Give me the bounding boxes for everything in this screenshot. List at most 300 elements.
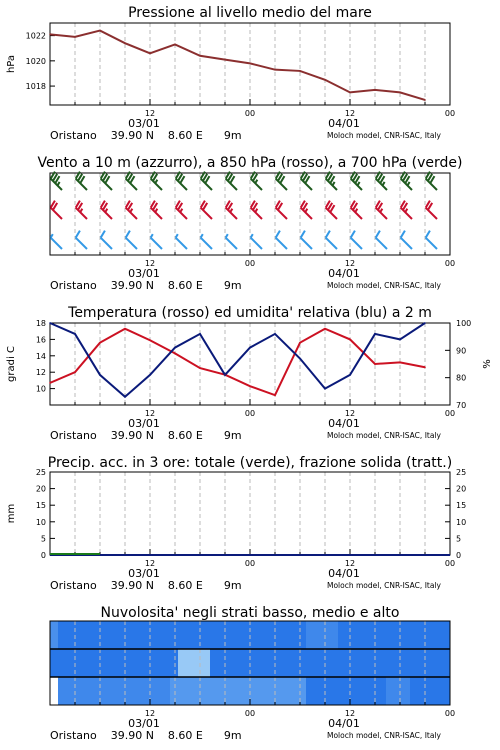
wind-barb xyxy=(301,172,312,190)
cloud-cell xyxy=(106,649,115,677)
barb-half-feather xyxy=(355,209,357,213)
date-label: 03/01 xyxy=(128,417,160,430)
barb-half-feather xyxy=(230,209,232,213)
cloud-cell xyxy=(258,677,267,705)
cloud-cell xyxy=(330,649,339,677)
pressure-point xyxy=(149,52,151,54)
cloud-cell xyxy=(162,649,171,677)
location-line: Oristano 39.90 N 8.60 E 9m xyxy=(50,129,242,142)
cloud-cell xyxy=(202,649,211,677)
cloud-cell xyxy=(442,677,451,705)
y-tick-label: 0 xyxy=(40,551,46,560)
temperature-point xyxy=(174,353,176,355)
cloud-cell xyxy=(98,621,107,649)
pressure-point xyxy=(249,63,251,65)
temperature-point xyxy=(149,339,151,341)
cloud-cell xyxy=(434,649,443,677)
model-source: Moloch model, CNR-ISAC, Italy xyxy=(327,281,441,290)
cloud-cell xyxy=(338,677,347,705)
pressure-point xyxy=(274,69,276,71)
x-tick-label: 12 xyxy=(344,259,356,268)
wind-barb xyxy=(201,201,212,219)
barb-half-feather xyxy=(155,209,157,213)
y-right-tick-label: 10 xyxy=(456,517,467,527)
cloud-cell xyxy=(114,649,123,677)
date-label: 03/01 xyxy=(128,717,160,730)
pressure-point xyxy=(199,55,201,57)
humidity-point xyxy=(49,322,51,324)
cloud-cell xyxy=(386,677,395,705)
barb-half-feather xyxy=(201,234,203,238)
model-source: Moloch model, CNR-ISAC, Italy xyxy=(327,431,441,440)
wind-barb xyxy=(101,201,112,219)
wind-chart xyxy=(0,150,500,300)
humidity-point xyxy=(149,374,151,376)
wind-barb xyxy=(351,172,362,190)
cloud-cell xyxy=(202,621,211,649)
humidity-point xyxy=(74,333,76,335)
y-tick-label: 14 xyxy=(35,351,46,361)
location-line: Oristano 39.90 N 8.60 E 9m xyxy=(50,279,242,292)
cloud-cell xyxy=(82,649,91,677)
wind-barb xyxy=(276,201,287,219)
cloud-cell xyxy=(338,649,347,677)
y-right-tick-label: 25 xyxy=(456,468,467,477)
cloud-cell xyxy=(250,621,259,649)
cloud-cell xyxy=(330,677,339,705)
barb-shaft xyxy=(276,238,287,249)
cloud-cell xyxy=(234,621,243,649)
cloud-cell xyxy=(194,649,203,677)
y-tick-label: 12 xyxy=(35,368,46,378)
x-tick-label: 00 xyxy=(244,409,256,418)
cloud-cell xyxy=(122,621,131,649)
barb-shaft xyxy=(76,238,87,249)
y-tick-label: 16 xyxy=(35,335,46,345)
cloud-cell xyxy=(442,649,451,677)
humidity-point xyxy=(249,347,251,349)
cloud-cell xyxy=(66,649,75,677)
barb-half-feather xyxy=(305,209,307,213)
cloud-cell xyxy=(170,621,179,649)
barb-shaft xyxy=(351,238,362,249)
barb-shaft xyxy=(126,238,137,249)
barb-shaft xyxy=(251,238,262,249)
y-right-tick-label: 0 xyxy=(456,551,462,560)
humidity-point xyxy=(299,358,301,360)
cloud-cell xyxy=(90,649,99,677)
wind-barb xyxy=(226,201,237,219)
temperature-point xyxy=(424,366,426,368)
x-tick-label: 12 xyxy=(144,409,156,418)
cloud-cell xyxy=(378,649,387,677)
wind-barb xyxy=(226,234,237,249)
clouds-panel xyxy=(0,600,500,750)
humidity-point xyxy=(124,396,126,398)
pressure-point xyxy=(174,44,176,46)
barb-half-feather xyxy=(332,182,334,186)
cloud-cell xyxy=(82,677,91,705)
wind-barb xyxy=(301,231,312,249)
temperature-point xyxy=(124,328,126,330)
pressure-point xyxy=(374,89,376,91)
cloud-cell xyxy=(162,621,171,649)
wind-barb xyxy=(126,172,137,190)
cloud-cell xyxy=(226,677,235,705)
x-tick-label: 12 xyxy=(344,409,356,418)
date-label: 04/01 xyxy=(328,267,360,280)
cloud-cell xyxy=(58,621,67,649)
location-line: Oristano 39.90 N 8.60 E 9m xyxy=(50,579,242,592)
barb-shaft xyxy=(401,238,412,249)
cloud-cell xyxy=(314,621,323,649)
y-axis-label: mm xyxy=(6,503,17,524)
temp-rh-title: Temperatura (rosso) ed umidita' relativa (blu) a 2 m xyxy=(68,305,432,321)
location-line: Oristano 39.90 N 8.60 E 9m xyxy=(50,729,242,742)
temperature-point xyxy=(374,363,376,365)
wind-barb xyxy=(101,172,112,190)
date-label: 03/01 xyxy=(128,267,160,280)
wind-barb xyxy=(426,201,437,219)
x-tick-label: 12 xyxy=(344,709,356,718)
y-right-axis-label: % xyxy=(482,359,493,369)
temperature-point xyxy=(99,342,101,344)
cloud-cell xyxy=(122,649,131,677)
wind-barb xyxy=(101,231,112,249)
cloud-cell xyxy=(210,677,219,705)
cloud-cell xyxy=(82,621,91,649)
wind-barb xyxy=(226,172,237,190)
cloud-cell xyxy=(370,677,379,705)
clouds-title: Nuvolosita' negli strati basso, medio e alto xyxy=(100,605,400,621)
wind-barb xyxy=(151,234,162,249)
cloud-cell xyxy=(162,677,171,705)
pressure-point xyxy=(224,59,226,61)
cloud-cell xyxy=(58,649,67,677)
wind-barb xyxy=(126,201,137,219)
pressure-point xyxy=(424,99,426,101)
wind-barb xyxy=(126,231,137,249)
date-label: 04/01 xyxy=(328,417,360,430)
cloud-cell xyxy=(242,649,251,677)
y-axis-label: hPa xyxy=(6,54,17,74)
cloud-cell xyxy=(194,677,203,705)
cloud-cell xyxy=(138,677,147,705)
x-tick-label: 00 xyxy=(244,259,256,268)
wind-barb xyxy=(426,172,437,190)
cloud-cell xyxy=(90,621,99,649)
cloud-cell xyxy=(58,677,67,705)
y-tick-label: 10 xyxy=(35,384,46,394)
clouds-chart xyxy=(0,600,500,750)
cloud-cell xyxy=(234,649,243,677)
x-tick-label: 00 xyxy=(444,709,456,718)
cloud-cell xyxy=(226,649,235,677)
cloud-cell xyxy=(114,621,123,649)
barb-feather xyxy=(426,231,430,238)
cloud-cell xyxy=(386,649,395,677)
barb-half-feather xyxy=(407,182,409,186)
cloud-cell xyxy=(434,677,443,705)
y-tick-label: 1020 xyxy=(25,56,46,66)
barb-half-feather xyxy=(105,209,107,213)
cloud-cell xyxy=(66,677,75,705)
temperature-point xyxy=(199,367,201,369)
temperature-point xyxy=(324,328,326,330)
cloud-cell xyxy=(202,677,211,705)
cloud-cell xyxy=(130,621,139,649)
wind-barb xyxy=(251,172,262,190)
cloud-cell xyxy=(378,621,387,649)
y-tick-label: 18 xyxy=(35,319,46,328)
barb-shaft xyxy=(151,238,162,249)
cloud-cell xyxy=(322,649,331,677)
cloud-cell xyxy=(394,621,403,649)
temperature-point xyxy=(349,339,351,341)
y-tick-label: 5 xyxy=(40,534,46,544)
humidity-point xyxy=(99,374,101,376)
cloud-cell xyxy=(266,677,275,705)
precip-chart xyxy=(0,450,500,600)
wind-barb xyxy=(176,172,187,190)
cloud-cell xyxy=(442,621,451,649)
y-right-tick-label: 20 xyxy=(456,484,467,494)
barb-shaft xyxy=(101,238,112,249)
wind-barb xyxy=(426,231,437,249)
barb-shaft xyxy=(176,238,187,249)
cloud-cell xyxy=(186,649,195,677)
pressure-point xyxy=(124,42,126,44)
wind-barb xyxy=(351,201,362,219)
cloud-cell xyxy=(362,621,371,649)
pressure-point xyxy=(49,34,51,36)
x-tick-label: 12 xyxy=(344,559,356,568)
y-right-tick-label: 5 xyxy=(456,534,462,544)
cloud-cell xyxy=(266,621,275,649)
cloud-cell xyxy=(378,677,387,705)
temperature-point xyxy=(274,394,276,396)
cloud-cell xyxy=(402,621,411,649)
pressure-panel xyxy=(0,0,500,150)
temperature-point xyxy=(49,382,51,384)
cloud-cell xyxy=(258,621,267,649)
cloud-cell xyxy=(314,649,323,677)
wind-barb xyxy=(401,172,412,190)
humidity-point xyxy=(324,388,326,390)
cloud-cell xyxy=(250,677,259,705)
barb-half-feather xyxy=(57,182,59,186)
cloud-cell xyxy=(322,621,331,649)
humidity-point xyxy=(174,347,176,349)
cloud-cell xyxy=(266,649,275,677)
cloud-cell xyxy=(394,677,403,705)
humidity-point xyxy=(374,333,376,335)
barb-half-feather xyxy=(155,180,157,184)
cloud-cell xyxy=(186,677,195,705)
cloud-cell xyxy=(402,649,411,677)
cloud-cell xyxy=(258,649,267,677)
barb-half-feather xyxy=(80,209,82,213)
barb-half-feather xyxy=(151,234,153,238)
barb-shaft xyxy=(376,238,387,249)
x-tick-label: 00 xyxy=(244,109,256,118)
y-right-tick-label: 90 xyxy=(456,346,467,356)
cloud-cell xyxy=(98,649,107,677)
barb-half-feather xyxy=(405,209,407,213)
cloud-cell xyxy=(394,649,403,677)
wind-barb xyxy=(51,234,62,249)
cloud-cell xyxy=(402,677,411,705)
cloud-cell xyxy=(178,649,187,677)
barb-feather xyxy=(376,231,380,238)
model-source: Moloch model, CNR-ISAC, Italy xyxy=(327,131,441,140)
wind-barb xyxy=(326,172,337,190)
pressure-title: Pressione al livello medio del mare xyxy=(128,5,372,21)
x-tick-label: 12 xyxy=(144,559,156,568)
wind-barb xyxy=(376,172,387,190)
barb-half-feather xyxy=(251,234,253,238)
x-tick-label: 00 xyxy=(444,409,456,418)
y-right-tick-label: 15 xyxy=(456,501,467,511)
wind-barb xyxy=(151,201,162,219)
cloud-cell xyxy=(106,677,115,705)
cloud-cell xyxy=(290,649,299,677)
wind-barb xyxy=(76,172,87,190)
wind-barb xyxy=(351,231,362,249)
y-right-tick-label: 100 xyxy=(456,319,472,328)
y-tick-label: 15 xyxy=(35,501,46,511)
cloud-cell xyxy=(354,649,363,677)
wind-barb xyxy=(276,172,287,190)
x-tick-label: 00 xyxy=(444,109,456,118)
barb-half-feather xyxy=(180,209,182,213)
y-tick-label: 10 xyxy=(35,517,46,527)
cloud-cell xyxy=(210,621,219,649)
temp-rh-chart xyxy=(0,300,500,450)
barb-feather xyxy=(276,231,280,238)
temperature-point xyxy=(74,371,76,373)
cloud-cell xyxy=(290,677,299,705)
cloud-cell xyxy=(138,649,147,677)
cloud-cell xyxy=(306,677,315,705)
wind-barb xyxy=(276,231,287,249)
cloud-cell xyxy=(362,677,371,705)
y-tick-label: 1022 xyxy=(25,31,46,41)
cloud-cell xyxy=(330,621,339,649)
wind-barb xyxy=(76,231,87,249)
temperature-point xyxy=(299,342,301,344)
cloud-cell xyxy=(298,677,307,705)
cloud-cell xyxy=(234,677,243,705)
cloud-cell xyxy=(242,677,251,705)
x-tick-label: 12 xyxy=(144,259,156,268)
cloud-cell xyxy=(306,621,315,649)
cloud-cell xyxy=(154,621,163,649)
wind-barb xyxy=(401,201,412,219)
date-label: 04/01 xyxy=(328,717,360,730)
cloud-cell xyxy=(282,621,291,649)
barb-half-feather xyxy=(380,209,382,213)
barb-half-feather xyxy=(255,180,257,184)
cloud-cell xyxy=(90,677,99,705)
pressure-chart xyxy=(0,0,500,150)
cloud-cell xyxy=(114,677,123,705)
cloud-cell xyxy=(106,621,115,649)
cloud-cell xyxy=(130,677,139,705)
barb-shaft xyxy=(201,238,212,249)
humidity-point xyxy=(199,333,201,335)
barb-shaft xyxy=(226,238,237,249)
wind-barb xyxy=(151,172,162,190)
wind-barb xyxy=(376,231,387,249)
cloud-cell xyxy=(50,677,59,705)
cloud-cell xyxy=(298,649,307,677)
cloud-cell xyxy=(426,621,435,649)
cloud-cell xyxy=(338,621,347,649)
barb-half-feather xyxy=(176,234,178,238)
cloud-cell xyxy=(210,649,219,677)
cloud-cell xyxy=(178,677,187,705)
cloud-cell xyxy=(250,649,259,677)
y-axis-label: gradi C xyxy=(6,346,17,382)
x-tick-label: 12 xyxy=(144,709,156,718)
cloud-cell xyxy=(362,649,371,677)
wind-barb xyxy=(251,234,262,249)
y-tick-label: 20 xyxy=(35,484,46,494)
date-label: 03/01 xyxy=(128,567,160,580)
humidity-line xyxy=(50,323,425,397)
cloud-cell xyxy=(410,677,419,705)
wind-barb xyxy=(251,201,262,219)
x-tick-label: 00 xyxy=(444,559,456,568)
wind-barb xyxy=(301,201,312,219)
cloud-cell xyxy=(306,649,315,677)
wind-barb xyxy=(51,201,62,219)
barb-feather xyxy=(126,231,130,238)
wind-barb xyxy=(176,201,187,219)
humidity-point xyxy=(399,339,401,341)
cloud-cell xyxy=(410,621,419,649)
pressure-point xyxy=(349,92,351,94)
cloud-cell xyxy=(66,621,75,649)
date-label: 04/01 xyxy=(328,567,360,580)
temperature-point xyxy=(399,362,401,364)
cloud-cell xyxy=(154,649,163,677)
barb-shaft xyxy=(51,238,62,249)
location-line: Oristano 39.90 N 8.60 E 9m xyxy=(50,429,242,442)
barb-feather xyxy=(301,231,305,238)
wind-barb xyxy=(201,172,212,190)
cloud-cell xyxy=(354,677,363,705)
precip-total-bar xyxy=(75,553,100,555)
date-label: 04/01 xyxy=(328,117,360,130)
barb-shaft xyxy=(326,238,337,249)
barb-half-feather xyxy=(255,209,257,213)
cloud-cell xyxy=(370,649,379,677)
barb-feather xyxy=(401,231,405,238)
cloud-cell xyxy=(130,649,139,677)
cloud-cell xyxy=(354,621,363,649)
barb-half-feather xyxy=(382,182,384,186)
humidity-point xyxy=(274,333,276,335)
cloud-cell xyxy=(386,621,395,649)
precip-panel xyxy=(0,450,500,600)
cloud-cell xyxy=(186,621,195,649)
y-tick-label: 25 xyxy=(35,468,46,477)
wind-barb xyxy=(326,201,337,219)
cloud-cell xyxy=(282,649,291,677)
pressure-point xyxy=(399,92,401,94)
